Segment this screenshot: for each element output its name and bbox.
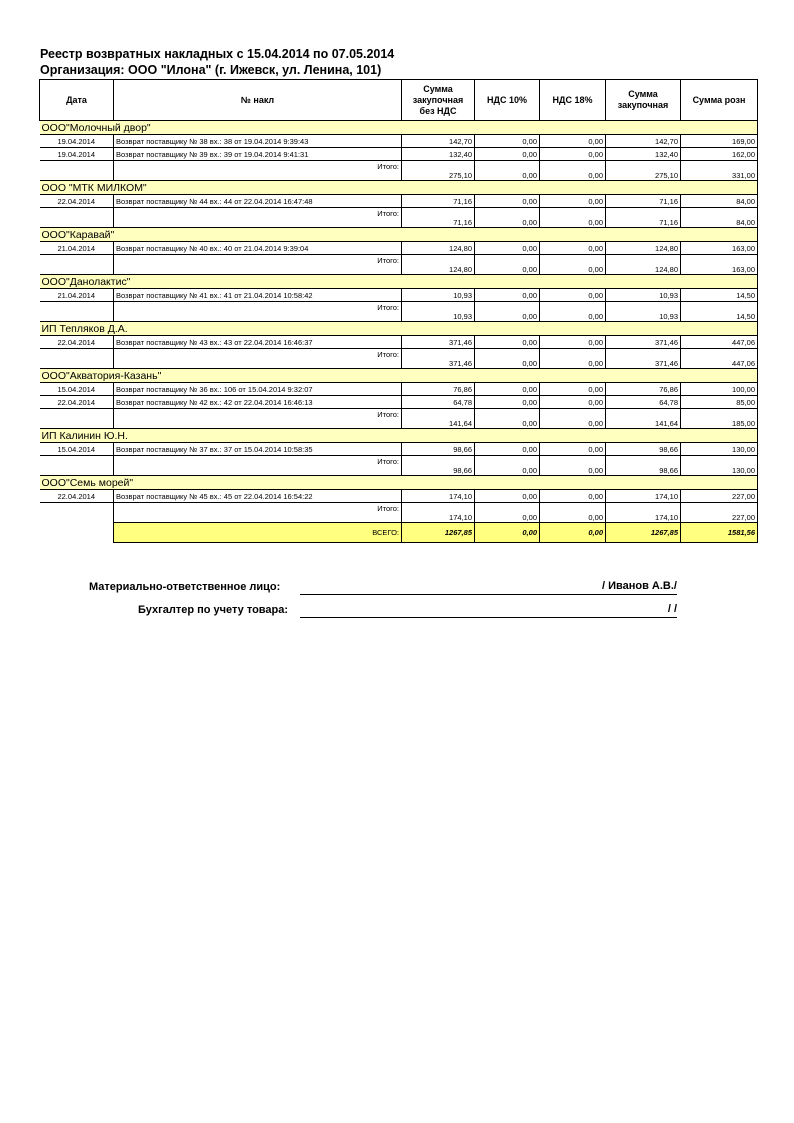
row-date: 22.04.2014	[40, 195, 114, 208]
total-spacer	[40, 302, 114, 322]
row-vat18: 0,00	[540, 148, 606, 161]
row-date: 19.04.2014	[40, 148, 114, 161]
total-spacer	[40, 503, 114, 523]
supplier-group-header	[40, 322, 758, 336]
total-label: Итого:	[114, 302, 402, 322]
total-label: Итого:	[114, 349, 402, 369]
total-vat10: 0,00	[475, 349, 540, 369]
supplier-name: ООО"Молочный двор"	[40, 121, 758, 135]
row-document: Возврат поставщику № 40 вх.: 40 от 21.04.2014 9:39:04	[114, 242, 402, 255]
group-total-row	[40, 208, 758, 228]
row-document: Возврат поставщику № 36 вх.: 106 от 15.04.2014 9:32:07	[114, 383, 402, 396]
group-total-row	[40, 503, 758, 523]
returns-register-table	[39, 79, 758, 543]
supplier-name: ООО "МТК МИЛКОМ"	[40, 181, 758, 195]
row-sum-retail: 162,00	[681, 148, 758, 161]
row-sum-no-vat: 124,80	[402, 242, 475, 255]
table-row	[40, 242, 758, 255]
row-sum-purchase: 10,93	[606, 289, 681, 302]
row-sum-retail: 14,50	[681, 289, 758, 302]
supplier-name: ИП Калинин Ю.Н.	[40, 429, 758, 443]
row-sum-no-vat: 174,10	[402, 490, 475, 503]
row-sum-purchase: 98,66	[606, 443, 681, 456]
row-vat18: 0,00	[540, 242, 606, 255]
total-label: Итого:	[114, 409, 402, 429]
table-row	[40, 443, 758, 456]
total-vat18: 0,00	[540, 161, 606, 181]
total-label: Итого:	[114, 208, 402, 228]
row-sum-retail: 163,00	[681, 242, 758, 255]
row-vat10: 0,00	[475, 490, 540, 503]
total-sum-retail: 331,00	[681, 161, 758, 181]
total-sum-no-vat: 10,93	[402, 302, 475, 322]
header-date: Дата	[40, 80, 114, 121]
row-vat18: 0,00	[540, 135, 606, 148]
table-row	[40, 490, 758, 503]
total-vat18: 0,00	[540, 503, 606, 523]
row-vat10: 0,00	[475, 396, 540, 409]
row-sum-retail: 169,00	[681, 135, 758, 148]
row-vat10: 0,00	[475, 443, 540, 456]
total-sum-purchase: 275,10	[606, 161, 681, 181]
row-sum-purchase: 76,86	[606, 383, 681, 396]
row-sum-purchase: 71,16	[606, 195, 681, 208]
table-row	[40, 289, 758, 302]
total-sum-retail: 447,06	[681, 349, 758, 369]
group-total-row	[40, 349, 758, 369]
supplier-name: ООО"Каравай"	[40, 228, 758, 242]
row-sum-purchase: 124,80	[606, 242, 681, 255]
table-header-row	[40, 80, 758, 121]
total-sum-retail: 185,00	[681, 409, 758, 429]
grand-total-sum-purchase: 1267,85	[606, 523, 681, 543]
row-vat18: 0,00	[540, 195, 606, 208]
total-spacer	[40, 349, 114, 369]
supplier-group-header	[40, 369, 758, 383]
row-date: 15.04.2014	[40, 443, 114, 456]
total-sum-purchase: 124,80	[606, 255, 681, 275]
row-sum-no-vat: 98,66	[402, 443, 475, 456]
total-vat10: 0,00	[475, 161, 540, 181]
row-sum-purchase: 64,78	[606, 396, 681, 409]
organization-line: Организация: ООО "Илона" (г. Ижевск, ул. Ленина, 101)	[40, 63, 382, 77]
grand-total-sum-retail: 1581,56	[681, 523, 758, 543]
row-vat10: 0,00	[475, 242, 540, 255]
total-vat10: 0,00	[475, 409, 540, 429]
supplier-name: ООО"Данолактис"	[40, 275, 758, 289]
group-total-row	[40, 456, 758, 476]
row-date: 22.04.2014	[40, 396, 114, 409]
grand-total-row	[40, 523, 758, 543]
row-vat18: 0,00	[540, 396, 606, 409]
row-sum-retail: 130,00	[681, 443, 758, 456]
row-document: Возврат поставщику № 42 вх.: 42 от 22.04.2014 16:46:13	[114, 396, 402, 409]
accountant-signature-line: / /	[300, 603, 677, 618]
grand-total-vat18: 0,00	[540, 523, 606, 543]
header-vat10: НДС 10%	[475, 80, 540, 121]
row-sum-no-vat: 10,93	[402, 289, 475, 302]
total-sum-no-vat: 98,66	[402, 456, 475, 476]
supplier-group-header	[40, 429, 758, 443]
row-vat18: 0,00	[540, 383, 606, 396]
total-spacer	[40, 456, 114, 476]
total-label: Итого:	[114, 456, 402, 476]
row-vat10: 0,00	[475, 336, 540, 349]
row-date: 21.04.2014	[40, 242, 114, 255]
group-total-row	[40, 409, 758, 429]
row-date: 21.04.2014	[40, 289, 114, 302]
supplier-name: ИП Тепляков Д.А.	[40, 322, 758, 336]
total-sum-purchase: 174,10	[606, 503, 681, 523]
group-total-row	[40, 302, 758, 322]
total-sum-purchase: 141,64	[606, 409, 681, 429]
total-vat10: 0,00	[475, 302, 540, 322]
total-sum-no-vat: 141,64	[402, 409, 475, 429]
row-date: 19.04.2014	[40, 135, 114, 148]
total-spacer	[40, 409, 114, 429]
total-vat18: 0,00	[540, 409, 606, 429]
row-document: Возврат поставщику № 38 вх.: 38 от 19.04.2014 9:39:43	[114, 135, 402, 148]
total-sum-no-vat: 174,10	[402, 503, 475, 523]
responsible-signature-line: / Иванов А.В./	[300, 580, 677, 595]
row-sum-no-vat: 132,40	[402, 148, 475, 161]
row-document: Возврат поставщику № 45 вх.: 45 от 22.04.2014 16:54:22	[114, 490, 402, 503]
total-sum-purchase: 10,93	[606, 302, 681, 322]
row-vat10: 0,00	[475, 135, 540, 148]
total-label: Итого:	[114, 503, 402, 523]
total-spacer	[40, 208, 114, 228]
accountant-label: Бухгалтер по учету товара:	[138, 604, 289, 616]
total-vat18: 0,00	[540, 456, 606, 476]
total-sum-purchase: 71,16	[606, 208, 681, 228]
total-vat10: 0,00	[475, 503, 540, 523]
row-sum-retail: 227,00	[681, 490, 758, 503]
supplier-group-header	[40, 181, 758, 195]
total-sum-no-vat: 124,80	[402, 255, 475, 275]
total-sum-retail: 84,00	[681, 208, 758, 228]
supplier-group-header	[40, 476, 758, 490]
row-sum-purchase: 132,40	[606, 148, 681, 161]
total-vat18: 0,00	[540, 208, 606, 228]
row-sum-retail: 84,00	[681, 195, 758, 208]
row-vat10: 0,00	[475, 289, 540, 302]
row-document: Возврат поставщику № 39 вх.: 39 от 19.04.2014 9:41:31	[114, 148, 402, 161]
grand-total-sum-no-vat: 1267,85	[402, 523, 475, 543]
header-sum-retail: Сумма розн	[681, 80, 758, 121]
row-document: Возврат поставщику № 43 вх.: 43 от 22.04.2014 16:46:37	[114, 336, 402, 349]
row-sum-no-vat: 76,86	[402, 383, 475, 396]
header-invoice: № накл	[114, 80, 402, 121]
row-vat18: 0,00	[540, 289, 606, 302]
row-date: 22.04.2014	[40, 490, 114, 503]
total-label: Итого:	[114, 255, 402, 275]
total-sum-retail: 130,00	[681, 456, 758, 476]
table-row	[40, 135, 758, 148]
row-sum-no-vat: 71,16	[402, 195, 475, 208]
total-vat18: 0,00	[540, 349, 606, 369]
total-sum-no-vat: 71,16	[402, 208, 475, 228]
total-vat18: 0,00	[540, 302, 606, 322]
row-sum-no-vat: 142,70	[402, 135, 475, 148]
row-sum-no-vat: 371,46	[402, 336, 475, 349]
row-sum-retail: 100,00	[681, 383, 758, 396]
total-spacer	[40, 161, 114, 181]
total-sum-no-vat: 371,46	[402, 349, 475, 369]
total-vat10: 0,00	[475, 255, 540, 275]
row-vat18: 0,00	[540, 490, 606, 503]
row-vat10: 0,00	[475, 195, 540, 208]
row-sum-purchase: 142,70	[606, 135, 681, 148]
row-vat10: 0,00	[475, 383, 540, 396]
row-document: Возврат поставщику № 37 вх.: 37 от 15.04.2014 10:58:35	[114, 443, 402, 456]
header-sum-purchase-no-vat: Сумма закупочная без НДС	[402, 80, 475, 121]
total-vat10: 0,00	[475, 208, 540, 228]
table-row	[40, 195, 758, 208]
group-total-row	[40, 161, 758, 181]
total-sum-purchase: 98,66	[606, 456, 681, 476]
supplier-name: ООО"Семь морей"	[40, 476, 758, 490]
total-spacer	[40, 255, 114, 275]
header-sum-purchase: Сумма закупочная	[606, 80, 681, 121]
responsible-label: Материально-ответственное лицо:	[89, 581, 281, 593]
supplier-group-header	[40, 228, 758, 242]
table-row	[40, 336, 758, 349]
row-vat18: 0,00	[540, 443, 606, 456]
supplier-name: ООО"Акватория-Казань"	[40, 369, 758, 383]
supplier-group-header	[40, 275, 758, 289]
row-vat10: 0,00	[475, 148, 540, 161]
row-sum-retail: 85,00	[681, 396, 758, 409]
group-total-row	[40, 255, 758, 275]
grand-total-spacer	[40, 523, 114, 543]
row-sum-retail: 447,06	[681, 336, 758, 349]
total-sum-retail: 227,00	[681, 503, 758, 523]
grand-total-vat10: 0,00	[475, 523, 540, 543]
total-sum-purchase: 371,46	[606, 349, 681, 369]
total-sum-retail: 163,00	[681, 255, 758, 275]
total-label: Итого:	[114, 161, 402, 181]
supplier-group-header	[40, 121, 758, 135]
row-vat18: 0,00	[540, 336, 606, 349]
table-row	[40, 383, 758, 396]
total-vat18: 0,00	[540, 255, 606, 275]
grand-total-label: ВСЕГО:	[114, 523, 402, 543]
row-sum-purchase: 174,10	[606, 490, 681, 503]
row-sum-no-vat: 64,78	[402, 396, 475, 409]
row-date: 22.04.2014	[40, 336, 114, 349]
total-vat10: 0,00	[475, 456, 540, 476]
table-row	[40, 396, 758, 409]
document-title: Реестр возвратных накладных с 15.04.2014 по 07.05.2014	[40, 47, 395, 61]
row-document: Возврат поставщику № 44 вх.: 44 от 22.04.2014 16:47:48	[114, 195, 402, 208]
total-sum-no-vat: 275,10	[402, 161, 475, 181]
total-sum-retail: 14,50	[681, 302, 758, 322]
header-vat18: НДС 18%	[540, 80, 606, 121]
row-document: Возврат поставщику № 41 вх.: 41 от 21.04.2014 10:58:42	[114, 289, 402, 302]
row-sum-purchase: 371,46	[606, 336, 681, 349]
table-row	[40, 148, 758, 161]
row-date: 15.04.2014	[40, 383, 114, 396]
